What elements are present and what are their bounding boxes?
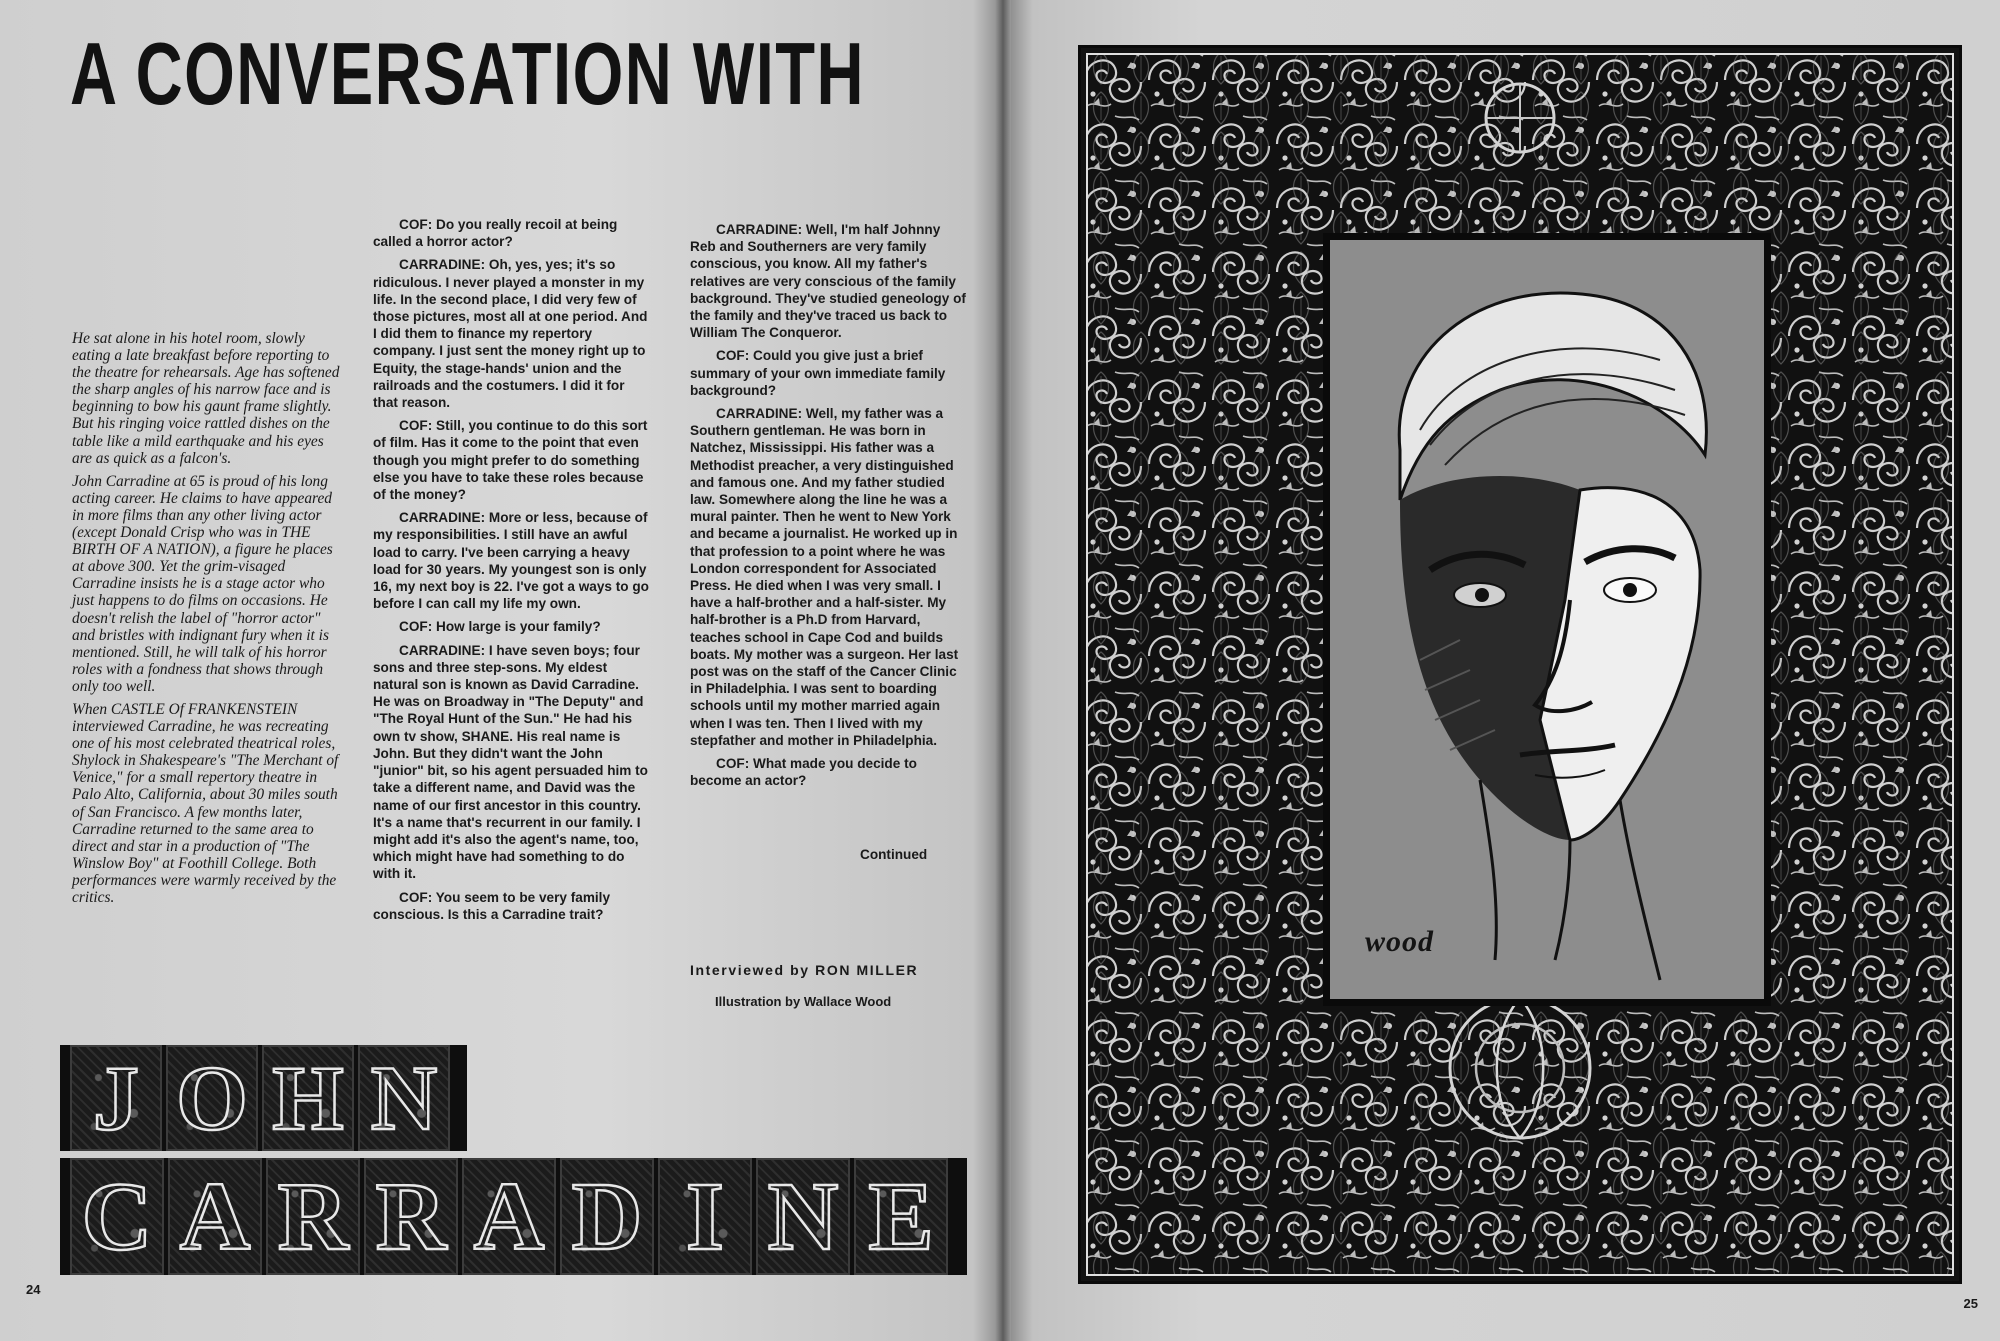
ornamental-letter: E	[868, 1162, 934, 1271]
ornamental-letter-tile	[266, 1158, 360, 1275]
intro-paragraph: John Carradine at 65 is proud of his long acting career. He claims to have appeared in more films than any other living actor (except Donald Crisp who was in THE BIRTH OF A NATION), a figure he places at above 300. Yet the grim-visaged Carradine insists he is a stage actor who just happens to do films on occasions. He doesn't relish the label of "horror actor" and bristles with indignant fury when it is mentioned. Still, he will talk of his horror roles with a fondness that shows through only too well.	[72, 472, 333, 695]
page-number-right: 25	[1963, 1296, 1978, 1311]
ornamental-letter: R	[375, 1162, 447, 1271]
interview-paragraph: COF: How large is your family?	[399, 619, 601, 635]
ornamental-letter-tile	[462, 1158, 556, 1275]
interview-paragraph: CARRADINE: More or less, because of my responsibilities. I still have an awful load to carry. I've been carrying a heavy load for 30 years. My youngest son is only 16, my next boy is 22. I've got a ways to go before I can call my life my own.	[373, 510, 649, 612]
ornamental-letter: J	[93, 1047, 139, 1149]
ornamental-letter-tile	[756, 1158, 850, 1275]
interviewer-byline: Interviewed by RON MILLER	[690, 962, 919, 978]
ornamental-letter: I	[685, 1162, 725, 1271]
ornamental-letter-tile	[166, 1045, 258, 1151]
ornamental-letter: N	[370, 1047, 438, 1149]
artist-signature: wood	[1365, 925, 1435, 958]
portrait-illustration	[1330, 240, 1764, 999]
ornamental-letter-tile	[358, 1045, 450, 1151]
ornamental-border	[1078, 45, 1962, 1284]
ornamental-letter-tile	[262, 1045, 354, 1151]
interview-paragraph: CARRADINE: Oh, yes, yes; it's so ridiculous. I never played a monster in my life. In the second place, I did very few of those pictures, most all at one period. And I did them to finance my repertory company. I just sent the money right up to Equity, the stage-hands' union and the railroads and the costumers. I did it for that reason.	[373, 257, 648, 411]
intro-text	[72, 330, 342, 912]
interview-column-1	[373, 216, 649, 929]
interview-paragraph: COF: Do you really recoil at being called a horror actor?	[373, 217, 618, 250]
ornamental-letter: O	[176, 1047, 248, 1149]
ornamental-letter: C	[81, 1162, 153, 1271]
interview-paragraph: COF: Could you give just a brief summary of your own immediate family background?	[690, 348, 946, 398]
ornamental-letter: R	[277, 1162, 349, 1271]
interview-column-2	[690, 221, 966, 796]
ornamental-letter: D	[571, 1162, 643, 1271]
ornamental-letter-tile	[658, 1158, 752, 1275]
name-title-last	[60, 1158, 967, 1275]
headline: A CONVERSATION WITH	[70, 24, 866, 123]
interview-paragraph: COF: You seem to be very family conscious. Is this a Carradine trait?	[373, 889, 611, 922]
interview-paragraph: COF: What made you decide to become an actor?	[690, 756, 917, 789]
name-title-first	[60, 1045, 467, 1151]
ornamental-letter-tile	[70, 1045, 162, 1151]
illustration-credit: Illustration by Wallace Wood	[715, 994, 892, 1009]
portrait-frame	[1323, 233, 1771, 1006]
intro-paragraph: When CASTLE Of FRANKENSTEIN interviewed Carradine, he was recreating one of his most celebrated theatrical roles, Shylock in Shakespeare's "The Merchant of Venice," for a small repertory theatre in Palo Alto, California, about 30 miles south of San Francisco. A few months later, Carradine returned to the same area to direct and star in a production of "The Winslow Boy" at Foothill College. Both performances were warmly received by the critics.	[72, 700, 339, 906]
ornamental-letter-tile	[364, 1158, 458, 1275]
ornamental-letter: H	[272, 1047, 344, 1149]
intro-paragraph: He sat alone in his hotel room, slowly eating a late breakfast before reporting to the theatre for rehearsals. Age has softened the sharp angles of his narrow face and is beginning to bow his gaunt frame slightly. But his ringing voice rattled dishes on the table like a mild earthquake and his eyes are as quick as a falcon's.	[72, 330, 340, 467]
ornamental-letter-tile	[168, 1158, 262, 1275]
interview-paragraph: CARRADINE: Well, my father was a Southern gentleman. He was born in Natchez, Mississippi. His father was a Methodist preacher, a very distinguished and famous one. And my father studied law. Somewhere along the line he was a mural painter. Then he went to New York and became a journalist. He worked up in that profession to a point where he was London correspondent for Associated Press. He died when I was very small. I have a half-brother and a half-sister. My half-brother is a Ph.D from Harvard, teaches school in Cape Cod and builds boats. My mother was a surgeon. Her last post was on the staff of the Cancer Clinic in Philadelphia. I was sent to boarding schools until my mother married again when I was ten. Then I lived with my stepfather and mother in Philadelphia.	[690, 406, 959, 748]
ornamental-letter: A	[473, 1162, 545, 1271]
ornamental-letter: A	[179, 1162, 251, 1271]
right-page	[1003, 0, 2000, 1341]
page-number-left: 24	[26, 1282, 41, 1297]
ornamental-letter-tile	[854, 1158, 948, 1275]
carradine-portrait	[1330, 240, 1764, 999]
ornamental-letter-tile	[70, 1158, 164, 1275]
interview-paragraph: CARRADINE: I have seven boys; four sons and three step-sons. My eldest natural son is known as David Carradine. He was on Broadway in "The Deputy" and "The Royal Hunt of the Sun." He had his own tv show, SHANE. His real name is John. But they didn't want the John "junior" bit, so his agent persuaded him to take a different name, and David was the name of our first ancestor in this country. It's a name that's recurrent in our family. I might add it's also the agent's name, too, which might have had something to do with it.	[373, 642, 648, 882]
continued-label: Continued	[860, 847, 928, 862]
ornamental-letter: N	[767, 1162, 839, 1271]
interview-paragraph: CARRADINE: Well, I'm half Johnny Reb and Southerners are very family conscious, you know. All my father's relatives are very conscious of the family background. They've studied geneology of the family and they've traced us back to William The Conqueror.	[690, 222, 966, 341]
book-gutter	[995, 0, 1011, 1341]
interview-paragraph: COF: Still, you continue to do this sort of film. Has it come to the point that even though you might prefer to do something else you have to take these roles because of the money?	[373, 418, 648, 503]
ornamental-letter-tile	[560, 1158, 654, 1275]
